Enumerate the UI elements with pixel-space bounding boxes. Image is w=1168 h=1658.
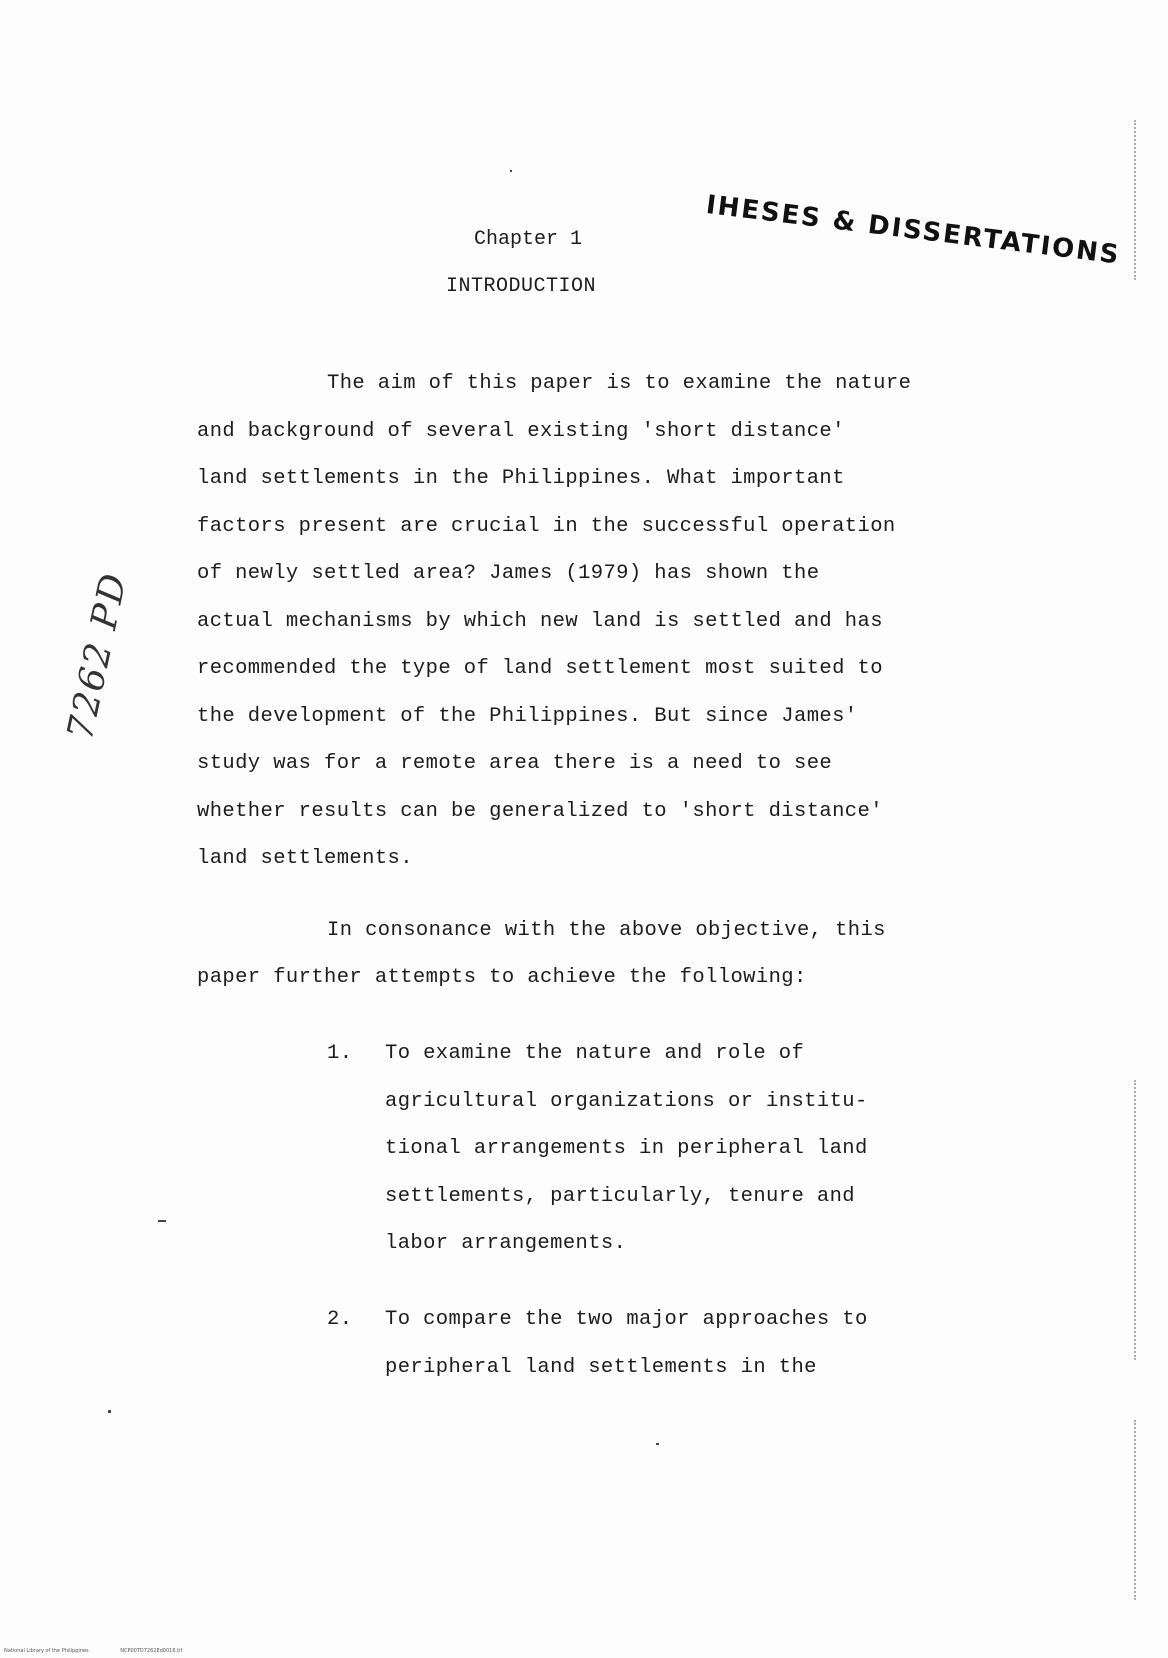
paragraph-line: whether results can be generalized to 'short distance' [197, 799, 883, 823]
item-line: labor arrangements. [385, 1232, 627, 1255]
paragraph-line: of newly settled area? James (1979) has shown the [197, 562, 820, 585]
objective-item [327, 1296, 868, 1391]
item-number: 1. [327, 1042, 353, 1065]
paragraph-line: The aim of this paper is to examine the nature [327, 372, 912, 395]
paragraph-line: paper further attempts to achieve the following: [197, 966, 807, 989]
item-line: To compare the two major approaches to [385, 1308, 868, 1331]
item-line: tional arrangements in peripheral land [385, 1137, 868, 1160]
paragraph-line: land settlements in the Philippines. What important [197, 467, 845, 490]
paragraph-line: and background of several existing 'short distance' [197, 419, 845, 443]
paragraph-line: study was for a remote area there is a need to see [197, 752, 833, 775]
scan-speck [510, 170, 512, 172]
scan-footer [4, 1648, 212, 1654]
scan-speck [108, 1410, 111, 1413]
item-line: agricultural organizations or institu- [385, 1089, 868, 1113]
item-line: peripheral land settlements in the [385, 1355, 817, 1379]
handwritten-accession-note: 7262 PD [60, 568, 136, 744]
objective-item [327, 1030, 868, 1268]
scan-speck [158, 1220, 166, 1222]
footer-library: National Library of the Philippines [4, 1648, 89, 1654]
paragraph-line: recommended the type of land settlement most suited to [197, 657, 883, 680]
theses-dissertations-stamp: IHESES & DISSERTATIONS [704, 190, 1123, 271]
paragraph-line: In consonance with the above objective, this [327, 919, 886, 942]
item-number: 2. [327, 1308, 353, 1331]
chapter-label: Chapter 1 [474, 228, 583, 251]
item-line: settlements, particularly, tenure and [385, 1184, 855, 1208]
paragraph-line: actual mechanisms by which new land is settled and has [197, 609, 883, 633]
chapter-title: INTRODUCTION [446, 275, 597, 298]
paragraph-line: land settlements. [197, 847, 413, 870]
scan-edge-dots [1134, 120, 1138, 280]
item-line: To examine the nature and role of [385, 1042, 805, 1065]
paragraph-aim [197, 360, 911, 883]
paragraph-line: factors present are crucial in the successful operation [197, 514, 896, 538]
paragraph-line: the development of the Philippines. But since James' [197, 704, 858, 728]
scan-edge-dots [1134, 1420, 1138, 1600]
scan-edge-dots [1134, 1080, 1138, 1360]
scan-speck [656, 1443, 659, 1445]
footer-file: NCP00TD7262Ed0016.tif [120, 1648, 183, 1654]
paragraph-objectives [197, 907, 886, 1001]
